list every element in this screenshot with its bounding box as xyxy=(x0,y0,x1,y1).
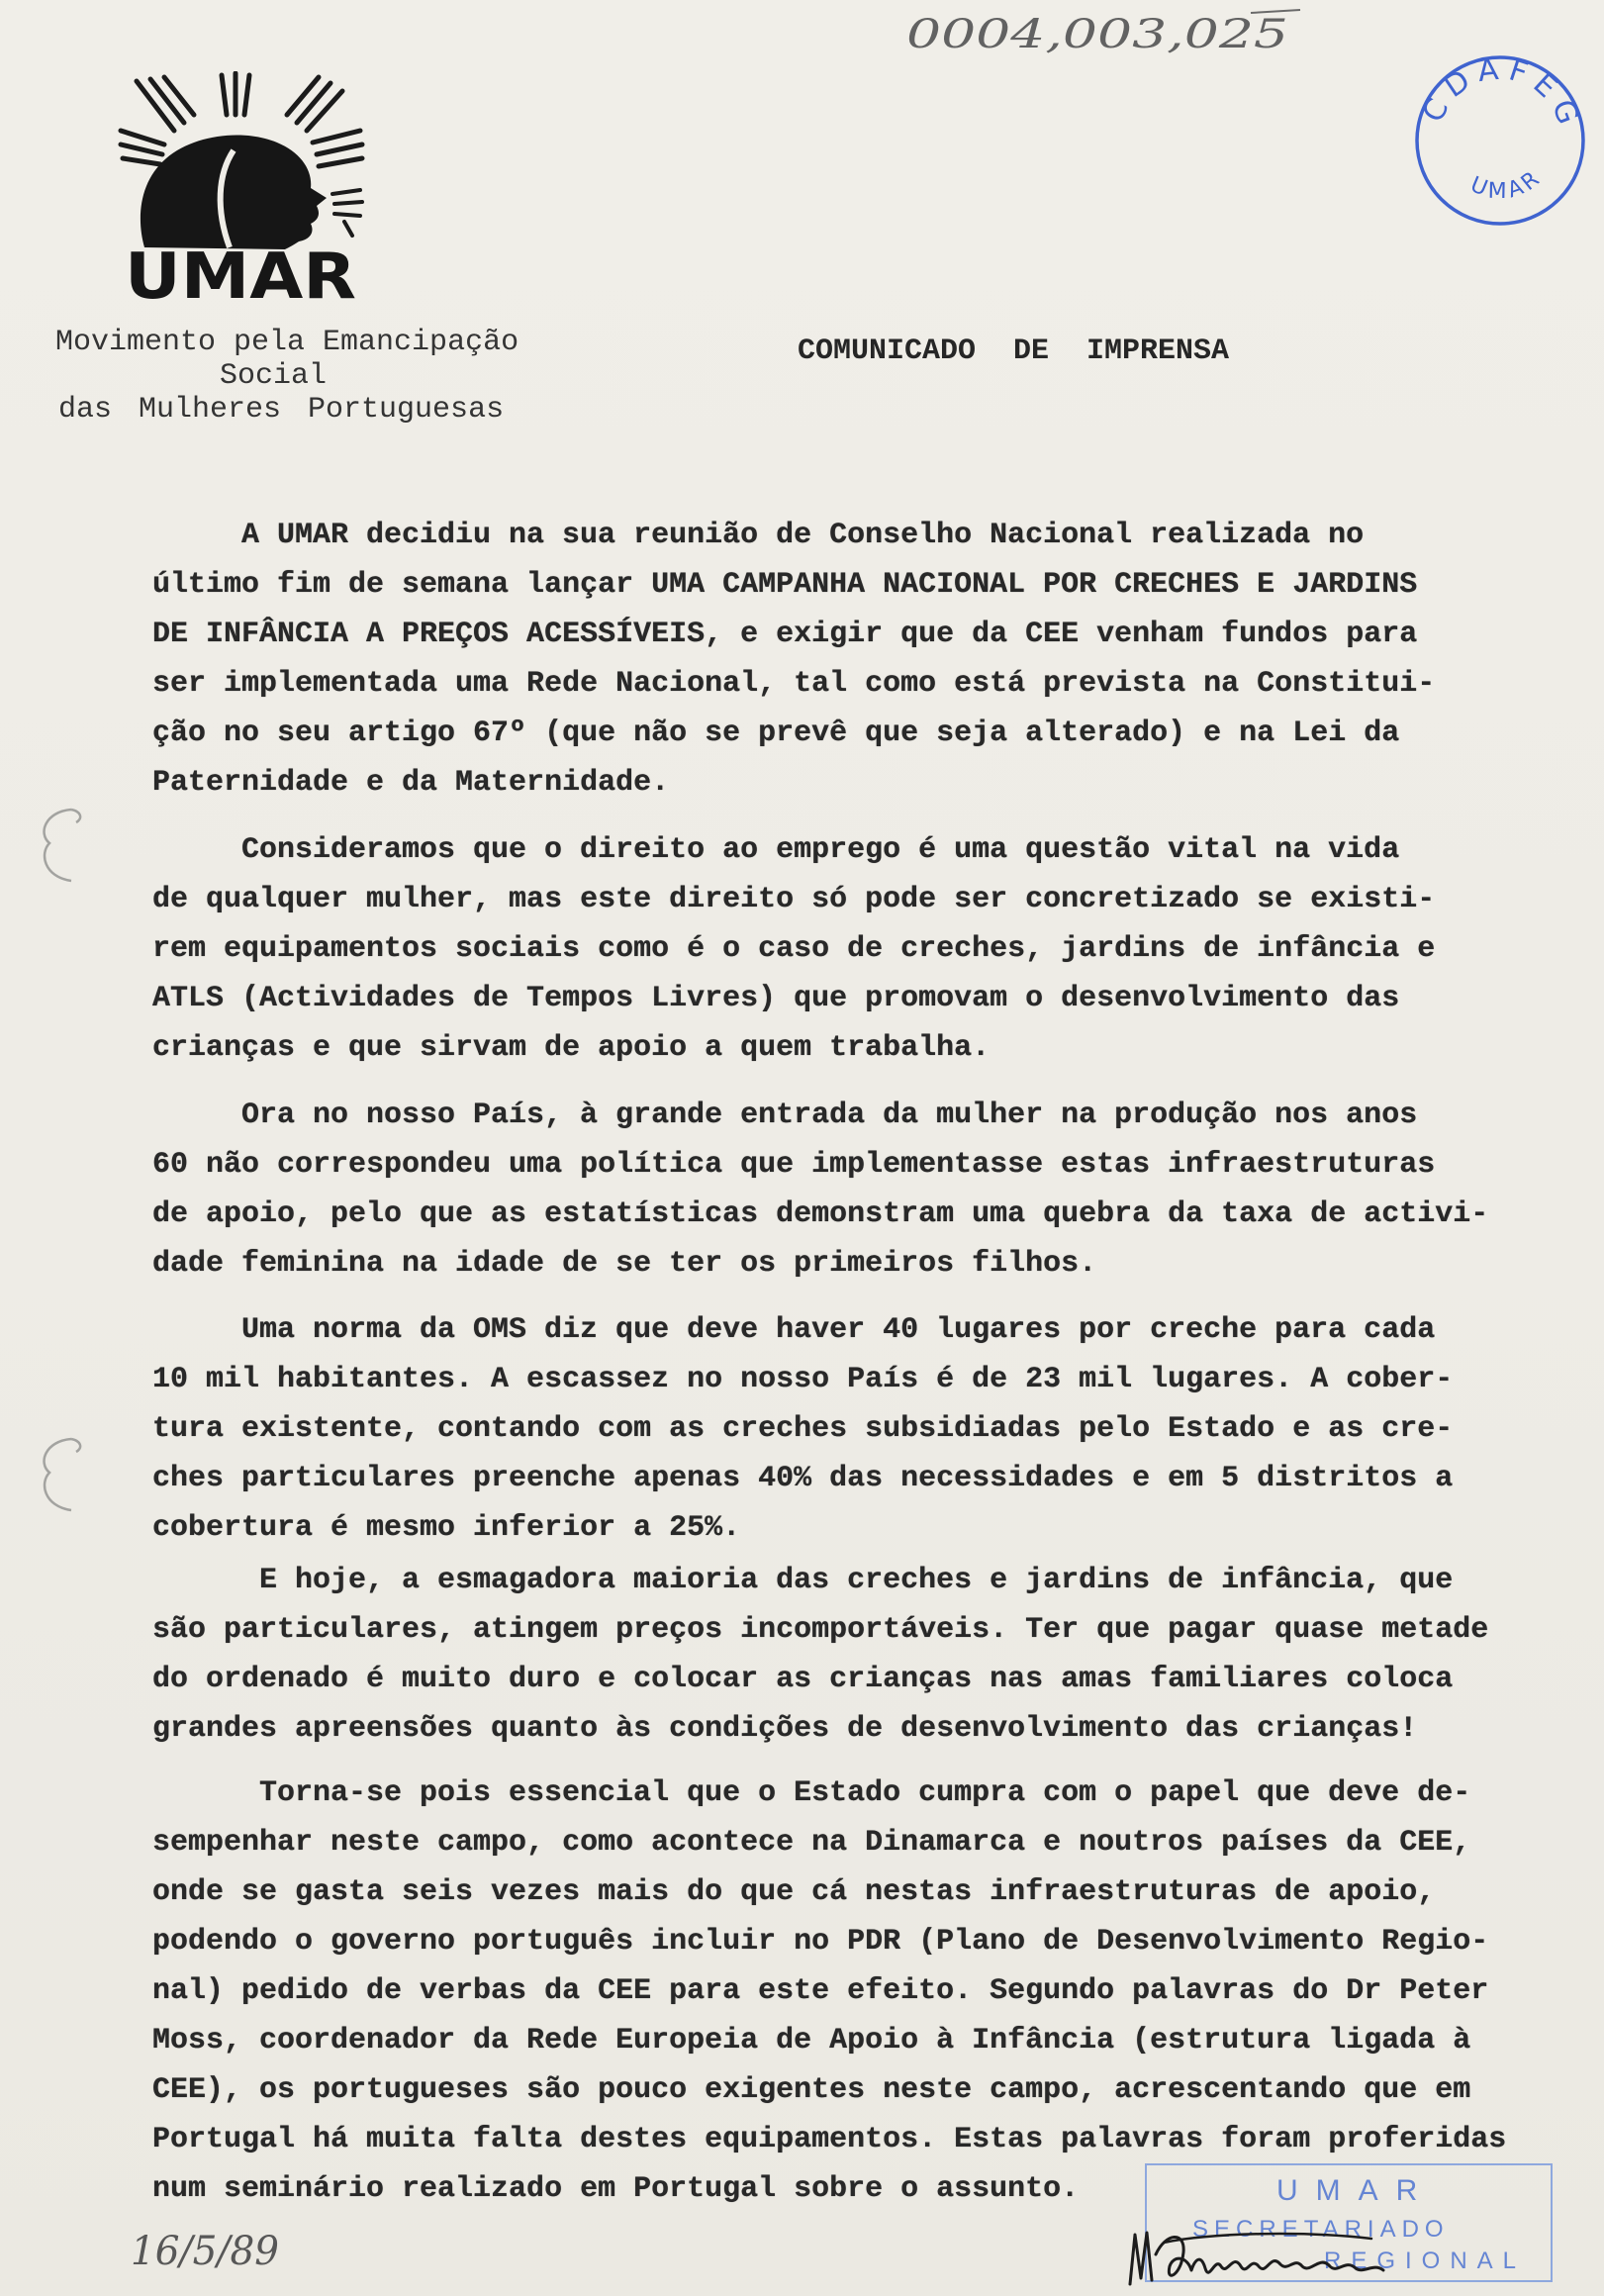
stamp-bottom-text: UMAR xyxy=(1466,164,1548,205)
body-text-line: 60 não correspondeu uma política que implementasse estas infraestruturas xyxy=(152,1148,1436,1182)
body-text-line: de apoio, pelo que as estatísticas demonstram uma quebra da taxa de activi- xyxy=(152,1197,1489,1231)
body-text-line: tura existente, contando com as creches subsidiadas pelo Estado e as cre- xyxy=(152,1412,1454,1446)
stamp-box-line: UMAR xyxy=(1276,2174,1436,2207)
stamp-top-label xyxy=(1416,51,1588,137)
archive-reference-text: 0004,003,025 xyxy=(906,12,1288,57)
cdafeg-circular-stamp xyxy=(1405,51,1598,232)
body-text-line: E hoje, a esmagadora maioria das creches e jardins de infância, que xyxy=(259,1564,1454,1597)
body-text-line: Consideramos que o direito ao emprego é uma questão vital na vida xyxy=(241,833,1400,867)
body-text-line: sempenhar neste campo, como acontece na Dinamarca e noutros países da CEE, xyxy=(152,1826,1471,1860)
stamp-top-text: CDAFEG xyxy=(1415,51,1588,137)
body-text-line: A UMAR decidiu na sua reunião de Conselho Nacional realizada no xyxy=(241,519,1365,552)
umar-logo xyxy=(115,71,368,303)
body-text-line: nal) pedido de verbas da CEE para este efeito. Segundo palavras do Dr Peter xyxy=(152,1974,1489,2008)
archive-reference-handwriting xyxy=(902,6,1308,59)
body-text-line: Portugal há muita falta destes equipamentos. Estas palavras foram proferidas xyxy=(152,2123,1507,2156)
body-text-line: ATLS (Actividades de Tempos Livres) que promovam o desenvolvimento das xyxy=(152,982,1400,1015)
body-text-line: do ordenado é muito duro e colocar as crianças nas amas familiares coloca xyxy=(152,1663,1454,1696)
voice-lines xyxy=(332,190,362,236)
organization-name-line: Social xyxy=(220,359,328,393)
body-text-line: Paternidade e da Maternidade. xyxy=(152,766,670,800)
paragraph-4 xyxy=(152,1305,1453,1553)
body-text-line: ches particulares preenche apenas 40% das necessidades e em 5 distritos a xyxy=(152,1462,1454,1495)
body-text-line: DE INFÂNCIA A PREÇOS ACESSÍVEIS, e exigir que da CEE venham fundos para xyxy=(152,618,1418,651)
body-text-line: onde se gasta seis vezes mais do que cá nestas infraestruturas de apoio, xyxy=(152,1875,1436,1909)
paragraph-6 xyxy=(152,1769,1506,2214)
body-text-line: ção no seu artigo 67º (que não se prevê que seja alterado) e na Lei da xyxy=(152,717,1400,750)
body-text-line: Torna-se pois essencial que o Estado cumpra com o papel que deve de- xyxy=(259,1776,1471,1810)
organization-name-line: das Mulheres Portuguesas xyxy=(58,393,505,427)
handwritten-date-text: 16/5/89 xyxy=(131,2229,279,2274)
punch-hole-mark xyxy=(30,1433,99,1516)
body-text-line: cobertura é mesmo inferior a 25%. xyxy=(152,1511,741,1545)
paragraph-3 xyxy=(152,1091,1488,1289)
stamp-bottom-label xyxy=(1466,164,1547,204)
body-text-line: crianças e que sirvam de apoio a quem trabalha. xyxy=(152,1031,991,1065)
organization-name xyxy=(55,326,519,427)
handwritten-signature xyxy=(1124,2213,1405,2296)
organization-name-line: Movimento pela Emancipação xyxy=(55,326,519,359)
body-text-line: dade feminina na idade de se ter os primeiros filhos. xyxy=(152,1247,1097,1281)
body-text-line: grandes apreensões quanto às condições de desenvolvimento das crianças! xyxy=(152,1712,1418,1746)
body-text-line: rem equipamentos sociais como é o caso de creches, jardins de infância e xyxy=(152,932,1436,966)
body-text-line: Moss, coordenador da Rede Europeia de Apoio à Infância (estrutura ligada à xyxy=(152,2024,1471,2057)
body-text-line: CEE), os portugueses são pouco exigentes neste campo, acrescentando que em xyxy=(152,2073,1471,2107)
punch-hole-mark xyxy=(30,804,99,887)
body-text-line: de qualquer mulher, mas este direito só pode ser concretizado se existi- xyxy=(152,883,1436,916)
body-text-line: ser implementada uma Rede Nacional, tal como está prevista na Constitui- xyxy=(152,667,1436,701)
body-text-line: Ora no nosso País, à grande entrada da mulher na produção nos anos xyxy=(241,1099,1418,1132)
logo-wordmark: UMAR xyxy=(125,240,356,303)
paragraph-1 xyxy=(152,511,1435,808)
document-title: COMUNICADO DE IMPRENSA xyxy=(798,335,1230,368)
body-text-line: são particulares, atingem preços incomportáveis. Ter que pagar quase metade xyxy=(152,1613,1489,1647)
body-text-line: último fim de semana lançar UMA CAMPANHA NACIONAL POR CRECHES E JARDINS xyxy=(152,568,1418,602)
body-text-line: 10 mil habitantes. A escassez no nosso País é de 23 mil lugares. A cober- xyxy=(152,1363,1454,1396)
body-text-line: Uma norma da OMS diz que deve haver 40 lugares por creche para cada xyxy=(241,1313,1436,1347)
stamp-box-line: REGIONAL xyxy=(1324,2248,1527,2274)
handwritten-date xyxy=(127,2221,290,2276)
body-text-line: podendo o governo português incluir no PDR (Plano de Desenvolvimento Regio- xyxy=(152,1925,1489,1959)
paragraph-2 xyxy=(152,825,1435,1073)
stamp-box-line: SECRETARIADO xyxy=(1192,2216,1450,2243)
body-text-line: num seminário realizado em Portugal sobre o assunto. xyxy=(152,2172,1080,2206)
paragraph-5 xyxy=(152,1556,1488,1754)
